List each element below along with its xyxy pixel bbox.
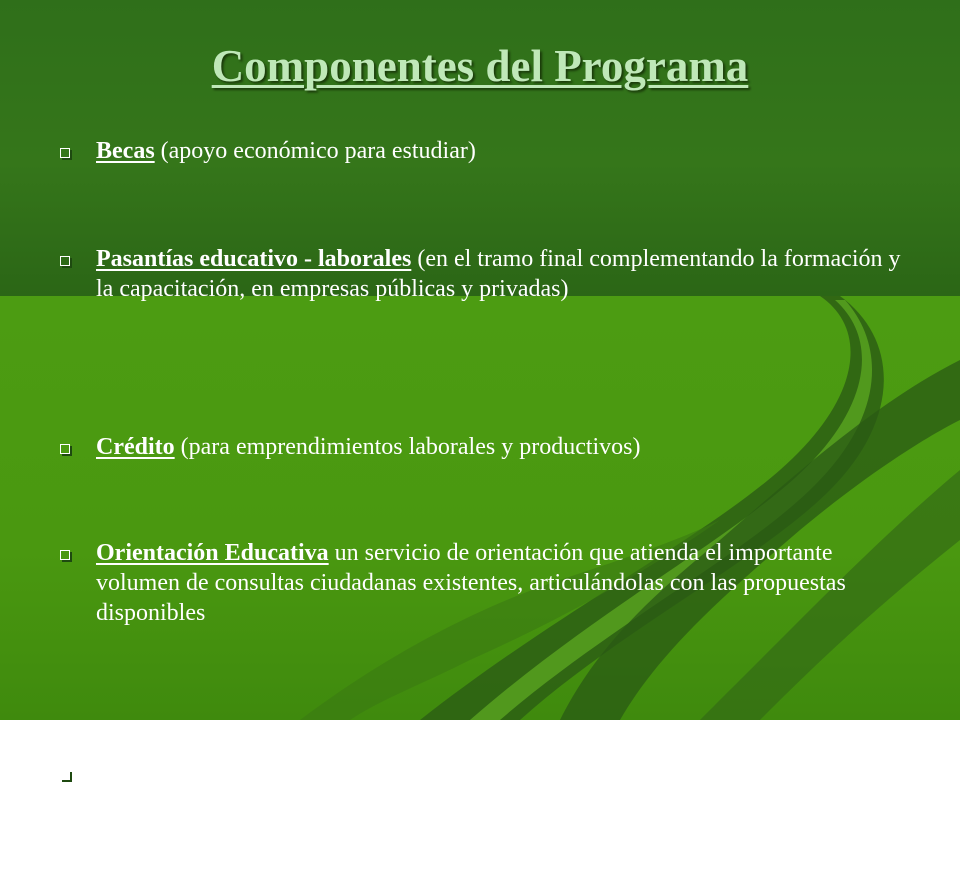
component-list xyxy=(56,136,916,876)
hollow-square-bullet-icon xyxy=(60,770,70,780)
list-item xyxy=(56,136,916,166)
list-item xyxy=(56,244,916,304)
item-term: Pasantías educativo - laborales xyxy=(96,246,412,272)
list-item xyxy=(56,758,916,878)
hollow-square-bullet-icon xyxy=(60,148,70,158)
item-text: (para emprendimientos laborales y productivos) xyxy=(174,434,641,460)
list-item xyxy=(56,538,916,628)
page-title: Componentes del Programa xyxy=(211,41,749,91)
item-text: (en el tramo final complementando la formación y la capacitación, en empresas públicas y privadas) xyxy=(96,246,901,302)
item-term: Orientación Educativa xyxy=(96,540,329,566)
item-term: Formación xyxy=(96,760,208,786)
list-item xyxy=(56,432,916,462)
item-text: (apoyo económico para estudiar) xyxy=(154,138,476,164)
hollow-square-bullet-icon xyxy=(60,256,70,266)
item-term: Crédito xyxy=(96,434,175,460)
item-text: un servicio de orientación que atienda el importante volumen de consultas ciudadanas existentes, articulándolas con las propuestas disponibles xyxy=(96,540,846,626)
item-term: Becas xyxy=(96,138,155,164)
hollow-square-bullet-icon xyxy=(60,444,70,454)
hollow-square-bullet-icon xyxy=(60,550,70,560)
item-text: (preferentemente integrando educación y trabajo; formación y capacitación profesional) por necesidades y demandas de sectores sociales (empresarios y trabajadores) y las instituciones públicas y privadas, a nivel nacional, departamental y local. xyxy=(96,760,909,876)
